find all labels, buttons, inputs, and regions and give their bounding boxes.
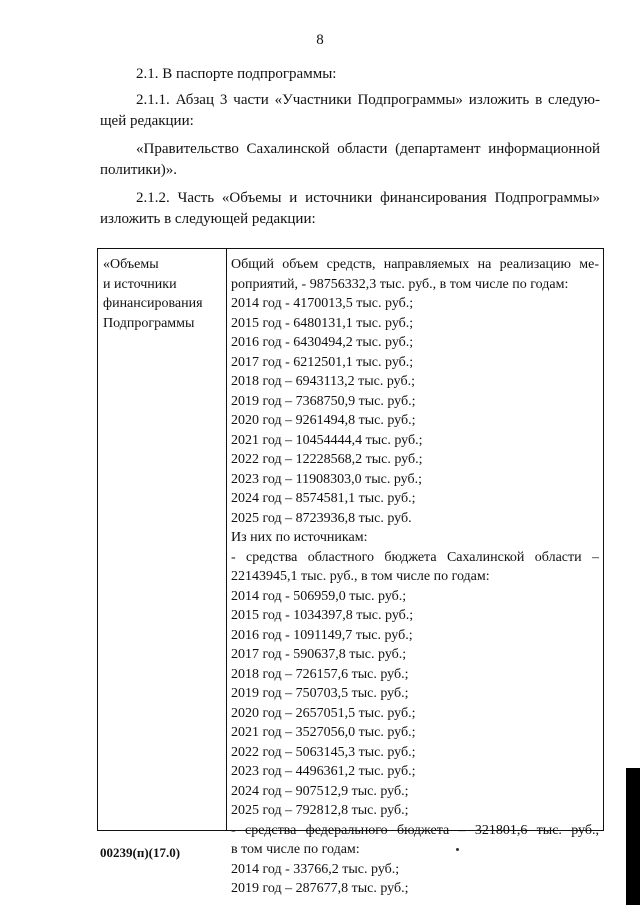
right-cell-line: 2017 год - 590637,8 тыс. руб.; (231, 647, 407, 662)
right-cell-line: роприятий, - 98756332,3 тыс. руб., в том числе по годам: (231, 276, 569, 292)
right-cell-line: 2019 год – 7368750,9 тыс. руб.; (231, 393, 416, 409)
paragraph-participants-line2: щей редакции: (100, 113, 194, 129)
paragraph-passport: 2.1. В паспорте подпрограммы: (136, 66, 337, 82)
right-cell-line: 2018 год – 6943113,2 тыс. руб.; (231, 374, 415, 389)
right-cell-line: 2014 год - 4170013,5 тыс. руб.; (231, 296, 414, 311)
paragraph-participants-line1: 2.1.1. Абзац 3 части «Участники Подпрограммы» изложить в следую- (136, 92, 600, 108)
table-right-cell (227, 249, 603, 896)
right-cell-line: 2018 год – 726157,6 тыс. руб.; (231, 666, 409, 682)
right-cell-line: 2022 год – 12228568,2 тыс. руб.; (231, 452, 423, 467)
document-code: 00239(п)(17.0) (100, 845, 181, 860)
paragraph-government-line2: политики)». (100, 162, 177, 178)
right-cell-line: 2025 год – 792812,8 тыс. руб.; (231, 803, 409, 818)
right-cell-line: 2021 год – 3527056,0 тыс. руб.; (231, 725, 416, 740)
paragraph-government-line1: «Правительство Сахалинской области (департамент информационной (136, 141, 600, 157)
right-cell-line: 2016 год - 6430494,2 тыс. руб.; (231, 335, 414, 350)
left-cell-line: и источники (103, 276, 177, 292)
left-cell-line: финансирования (103, 296, 203, 311)
left-cell-line: «Объемы (103, 257, 159, 272)
page-number: 8 (316, 32, 324, 48)
scan-dot (456, 848, 459, 851)
right-cell-line: 2014 год - 506959,0 тыс. руб.; (231, 588, 407, 604)
right-cell-line: 2016 год - 1091149,7 тыс. руб.; (231, 627, 413, 643)
right-cell-line: - средства областного бюджета Сахалинской области – (231, 549, 599, 565)
right-cell-line: Из них по источникам: (231, 530, 368, 545)
right-cell-line: - средства федерального бюджета – 321801,6 тыс. руб., (231, 822, 599, 838)
right-cell-line: 2020 год – 9261494,8 тыс. руб.; (231, 413, 416, 428)
right-cell-line: 2015 год - 6480131,1 тыс. руб.; (231, 315, 414, 331)
right-cell-line: 2023 год – 4496361,2 тыс. руб.; (231, 764, 416, 779)
scan-edge-bar (626, 768, 640, 905)
right-cell-line: 2024 год – 8574581,1 тыс. руб.; (231, 491, 416, 506)
right-cell-line: Общий объем средств, направляемых на реализацию ме- (231, 257, 599, 272)
left-cell-line: Подпрограммы (103, 315, 195, 331)
table-left-cell (98, 249, 227, 830)
paragraph-funding-line1: 2.1.2. Часть «Объемы и источники финансирования Подпрограммы» (136, 190, 600, 206)
right-cell-line: 2023 год – 11908303,0 тыс. руб.; (231, 471, 422, 487)
right-cell-line: 2017 год - 6212501,1 тыс. руб.; (231, 354, 414, 370)
right-cell-line: 2019 год – 750703,5 тыс. руб.; (231, 686, 409, 701)
right-cell-line: 2025 год – 8723936,8 тыс. руб. (231, 510, 412, 526)
right-cell-line: 2020 год – 2657051,5 тыс. руб.; (231, 705, 416, 721)
right-cell-line: 22143945,1 тыс. руб., в том числе по годам: (231, 569, 490, 584)
right-cell-line: 2022 год – 5063145,3 тыс. руб.; (231, 744, 416, 760)
right-cell-line: 2021 год – 10454444,4 тыс. руб.; (231, 432, 423, 448)
paragraph-funding-line2: изложить в следующей редакции: (100, 211, 316, 227)
right-cell-line: 2024 год – 907512,9 тыс. руб.; (231, 783, 409, 799)
right-cell-line: 2014 год - 33766,2 тыс. руб.; (231, 861, 400, 877)
right-cell-line: в том числе по годам: (231, 842, 360, 857)
right-cell-line: 2015 год - 1034397,8 тыс. руб.; (231, 608, 414, 623)
right-cell-line: 2019 год – 287677,8 тыс. руб.; (231, 881, 409, 896)
